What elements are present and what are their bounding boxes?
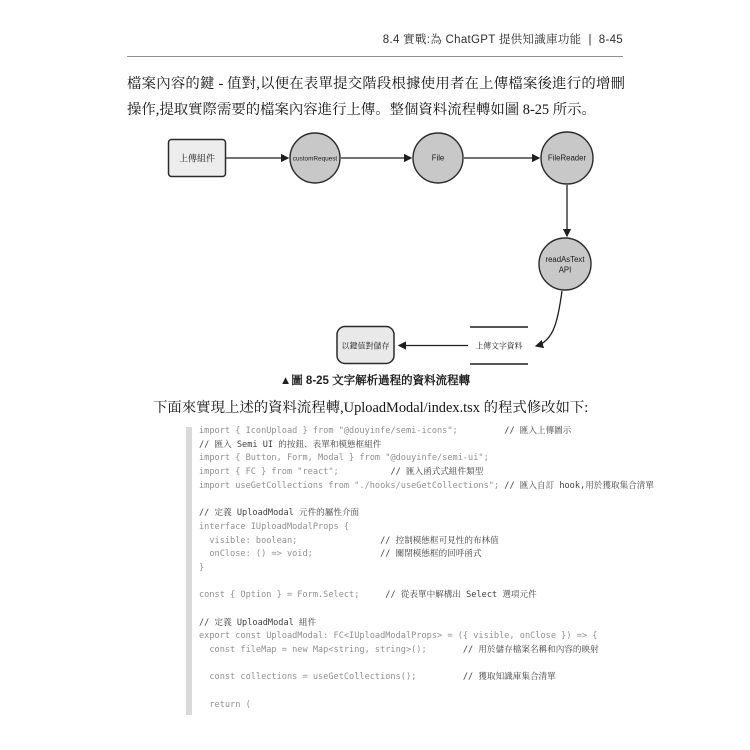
code-line: // 定義 UploadModal 元件的屬性介面 bbox=[199, 508, 360, 519]
node-file-label: File bbox=[431, 153, 445, 163]
node-read-as-text-label-1: readAsText bbox=[545, 255, 585, 264]
code-lines bbox=[199, 425, 654, 712]
code-line: import { IconUpload } from "@douyinfe/semi-icons"; // 匯入上傳圖示 bbox=[199, 426, 572, 436]
code-line: onClose: () => void; // 關閉模態框的回呼函式 bbox=[199, 549, 482, 560]
code-line: interface IUploadModalProps { bbox=[199, 521, 350, 532]
code-line bbox=[199, 658, 646, 672]
code-line: const { Option } = Form.Select; // 從表單中解構出 Select 選項元件 bbox=[199, 590, 537, 601]
code-block bbox=[186, 425, 654, 712]
code-line bbox=[199, 603, 646, 617]
arrow-readastext-to-uploadtext bbox=[536, 291, 562, 346]
code-left-bar bbox=[186, 427, 192, 715]
code-line bbox=[199, 493, 646, 507]
header-separator: | bbox=[588, 34, 592, 46]
code-line: const fileMap = new Map<string, string>(); // 用於儲存檔案名稱和內容的映射 bbox=[199, 645, 599, 655]
code-line bbox=[199, 576, 646, 590]
header-section-title: 8.4 實戰:為 ChatGPT 提供知識庫功能 bbox=[382, 34, 582, 46]
node-read-as-text bbox=[539, 238, 591, 290]
code-line: import { Button, Form, Modal } from "@douyinfe/semi-ui"; bbox=[199, 453, 489, 464]
code-line: // 定義 UploadModal 組件 bbox=[199, 617, 317, 628]
code-line: export const UploadModal: FC<IUploadModalProps> = ({ visible, onClose }) => { bbox=[199, 631, 598, 642]
node-store-as-kv-label: 以鍵值對儲存 bbox=[341, 341, 390, 351]
header-page-number: 8-45 bbox=[598, 34, 623, 46]
body-paragraph-2: 下面來實現上述的資料流程轉,UploadModal/index.tsx 的程式修改如下: bbox=[153, 400, 589, 416]
node-upload-component-label: 上傳組件 bbox=[178, 153, 216, 164]
code-line: import { FC } from "react"; // 匯入函式式組件類型 bbox=[199, 467, 484, 478]
code-line: return ( bbox=[199, 699, 251, 710]
node-file-reader-label: FileReader bbox=[547, 153, 587, 163]
node-upload-text-data-label: 上傳文字資料 bbox=[475, 341, 523, 351]
code-line: // 匯入 Semi UI 的按鈕、表單和模態框組件 bbox=[199, 439, 382, 450]
node-custom-request-label: customRequest bbox=[292, 155, 338, 163]
node-read-as-text-label-2: API bbox=[558, 265, 572, 275]
code-line bbox=[199, 685, 646, 699]
figure-caption: ▲圖 8-25 文字解析過程的資料流程轉 bbox=[279, 375, 471, 387]
code-line: import useGetCollections from "./hooks/useGetCollections"; // 匯入自訂 hook,用於獲取集合清單 bbox=[199, 480, 654, 491]
code-line: visible: boolean; // 控制模態框可見性的布林值 bbox=[199, 535, 499, 546]
body-paragraph-1: 檔案內容的鍵 - 值對,以便在表單提交階段根據使用者在上傳檔案後進行的增刪操作,提取實際需要的檔案內容進行上傳。整個資料流程轉如圖 8-25 所示。 bbox=[127, 76, 625, 118]
code-line: const collections = useGetCollections(); // 獲取知識庫集合清單 bbox=[199, 672, 556, 683]
code-line: } bbox=[199, 562, 205, 573]
